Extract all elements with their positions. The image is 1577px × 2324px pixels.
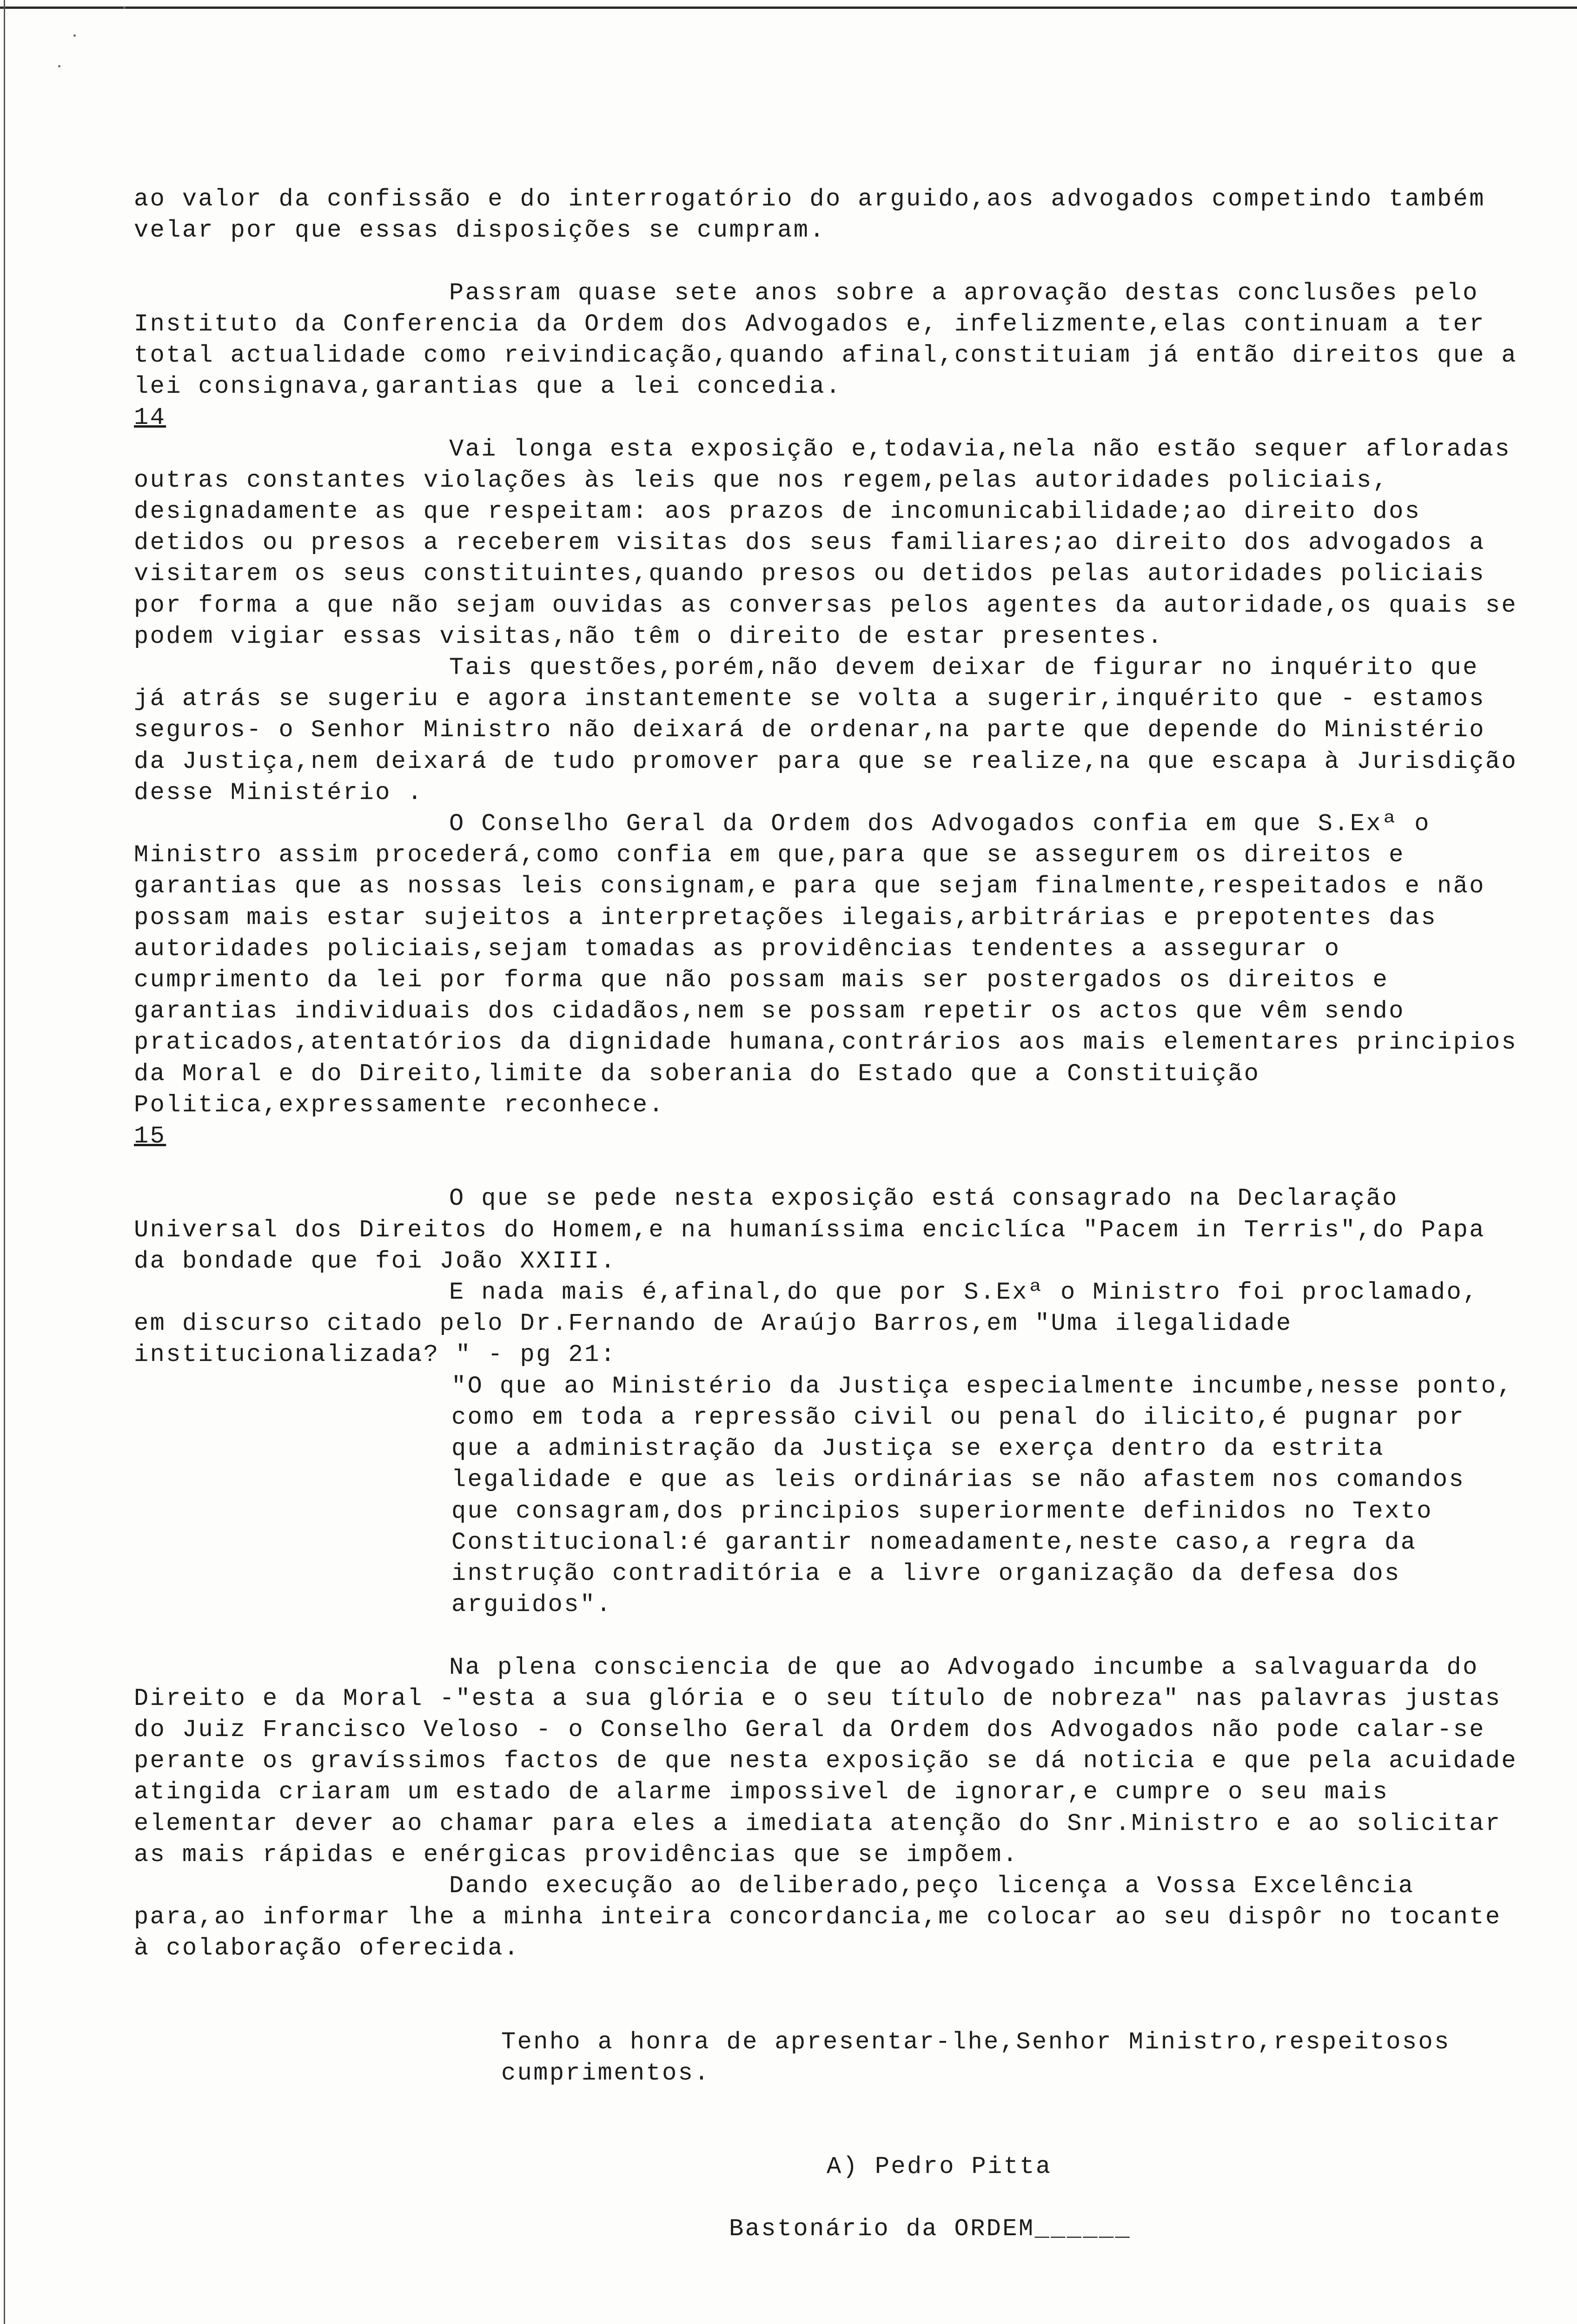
section-number: 15 xyxy=(134,1122,166,1150)
scan-speck xyxy=(73,34,76,37)
paragraph: Tais questões,porém,não devem deixar de figurar no inquérito que já atrás se sugeriu e agora instantemente se volta a sugerir,inquérito que - estamos seguros- o Senhor Ministro não deixará de ordenar,na parte que depende do Ministério da Justiça,nem deixará de tudo promover para que se realize,na que escapa à Jurisdição desse Ministério . xyxy=(134,654,1534,806)
paragraph: ao valor da confissão e do interrogatório do arguido,aos advogados competindo também velar por que essas disposições se cumpram. xyxy=(134,185,1502,244)
paragraph: O Conselho Geral da Ordem dos Advogados confia em que S.Exª o Ministro assim procederá,como confia em que,para que se assegurem os direitos e garantias que as nossas leis consignam,e para que sejam finalmente,respeitados e não possam mais estar sujeitos a interpretações ilegais,arbitrárias e prepotentes das autoridades policiais,sejam tomadas as providências tendentes a assegurar o cumprimento da lei por forma que não possam mais ser postergados os direitos e garantias individuais dos cidadãos,nem se possam repetir os actos que vêm sendo praticados,atentatórios da dignidade humana,contrários aos mais elementares principios da Moral e do Direito,limite da soberania do Estado que a Constituição Politica,expressamente reconhece. xyxy=(134,810,1534,1119)
section-number: 14 xyxy=(134,404,166,432)
paragraph: Vai longa esta exposição e,todavia,nela não estão sequer afloradas outras constantes violações às leis que nos regem,pelas autoridades policiais, designadamente as que respeitam: aos prazos de incomunicabilidade;ao direito dos detidos ou presos a receberem visitas dos seus familiares;ao direito dos advogados a visitarem os seus constituintes,quando presos ou detidos pelas autoridades policiais por forma a que não sejam ouvidas as conversas pelos agentes da autoridade,os quais se podem vigiar essas visitas,não têm o direito de estar presentes. xyxy=(134,435,1534,650)
page-left-edge xyxy=(4,0,5,2324)
scan-speck xyxy=(58,65,60,67)
scan-speck xyxy=(123,7,126,9)
closing-salutation: Tenho a honra de apresentar-lhe,Senhor Ministro,respeitosos cumprimentos. xyxy=(501,2028,1467,2087)
page-top-edge xyxy=(0,7,1577,9)
paragraph: E nada mais é,afinal,do que por S.Exª o Ministro foi proclamado, em discurso citado pelo Dr.Fernando de Araújo Barros,em "Uma ilegalidade institucionalizada? " - pg 21: xyxy=(134,1279,1495,1369)
paragraph: Dando execução ao deliberado,peço licença a Vossa Excelência para,ao informar lhe a minha inteira concordancia,me colocar ao seu dispôr no tocante à colaboração oferecida. xyxy=(134,1872,1518,1962)
quotation: "O que ao Ministério da Justiça especialmente incumbe,nesse ponto, como em toda a repressão civil ou penal do ilicito,é pugnar por que a administração da Justiça se exerça dentro da estrita legalidade e que as leis ordinárias se não afastem nos comandos que consagram,dos principios superiormente definidos no Texto Constitucional:é garantir nomeadamente,neste caso,a regra da instrução contraditória e a livre organização da defesa dos arguidos". xyxy=(451,1372,1530,1619)
signature-title-text: Bastonário da ORDEM xyxy=(729,2215,1035,2243)
paragraph: Na plena consciencia de que ao Advogado incumbe a salvaguarda do Direito e da Moral -"esta a sua glória e o seu título de nobreza" nas palavras justas do Juiz Francisco Veloso - o Conselho Geral da Ordem dos Advogados não pode calar-se perante os gravíssimos factos de que nesta exposição se dá noticia e que pela acuidade atingida criaram um estado de alarme impossivel de ignorar,e cumpre o seu mais elementar dever ao chamar para eles a imediata atenção do Snr.Ministro e ao solicitar as mais rápidas e enérgicas providências que se impõem. xyxy=(134,1653,1534,1868)
paragraph: O que se pede nesta exposição está consagrado na Declaração Universal dos Direitos do Homem,e na humaníssima enciclíca "Pacem in Terris",do Papa da bondade que foi João XXIII. xyxy=(134,1185,1502,1275)
signature-title: Bastonário da ORDEM______ xyxy=(729,2215,1132,2243)
signature-name: A) Pedro Pitta xyxy=(827,2152,1052,2180)
letter-body xyxy=(134,184,1534,2245)
paragraph: Passram quase sete anos sobre a aprovação destas conclusões pelo Instituto da Conferencia da Ordem dos Advogados e, infelizmente,elas continuam a ter total actualidade como reivindicação,quando afinal,constituiam já então direitos que a lei consignava,garantias que a lei concedia. xyxy=(134,279,1534,401)
